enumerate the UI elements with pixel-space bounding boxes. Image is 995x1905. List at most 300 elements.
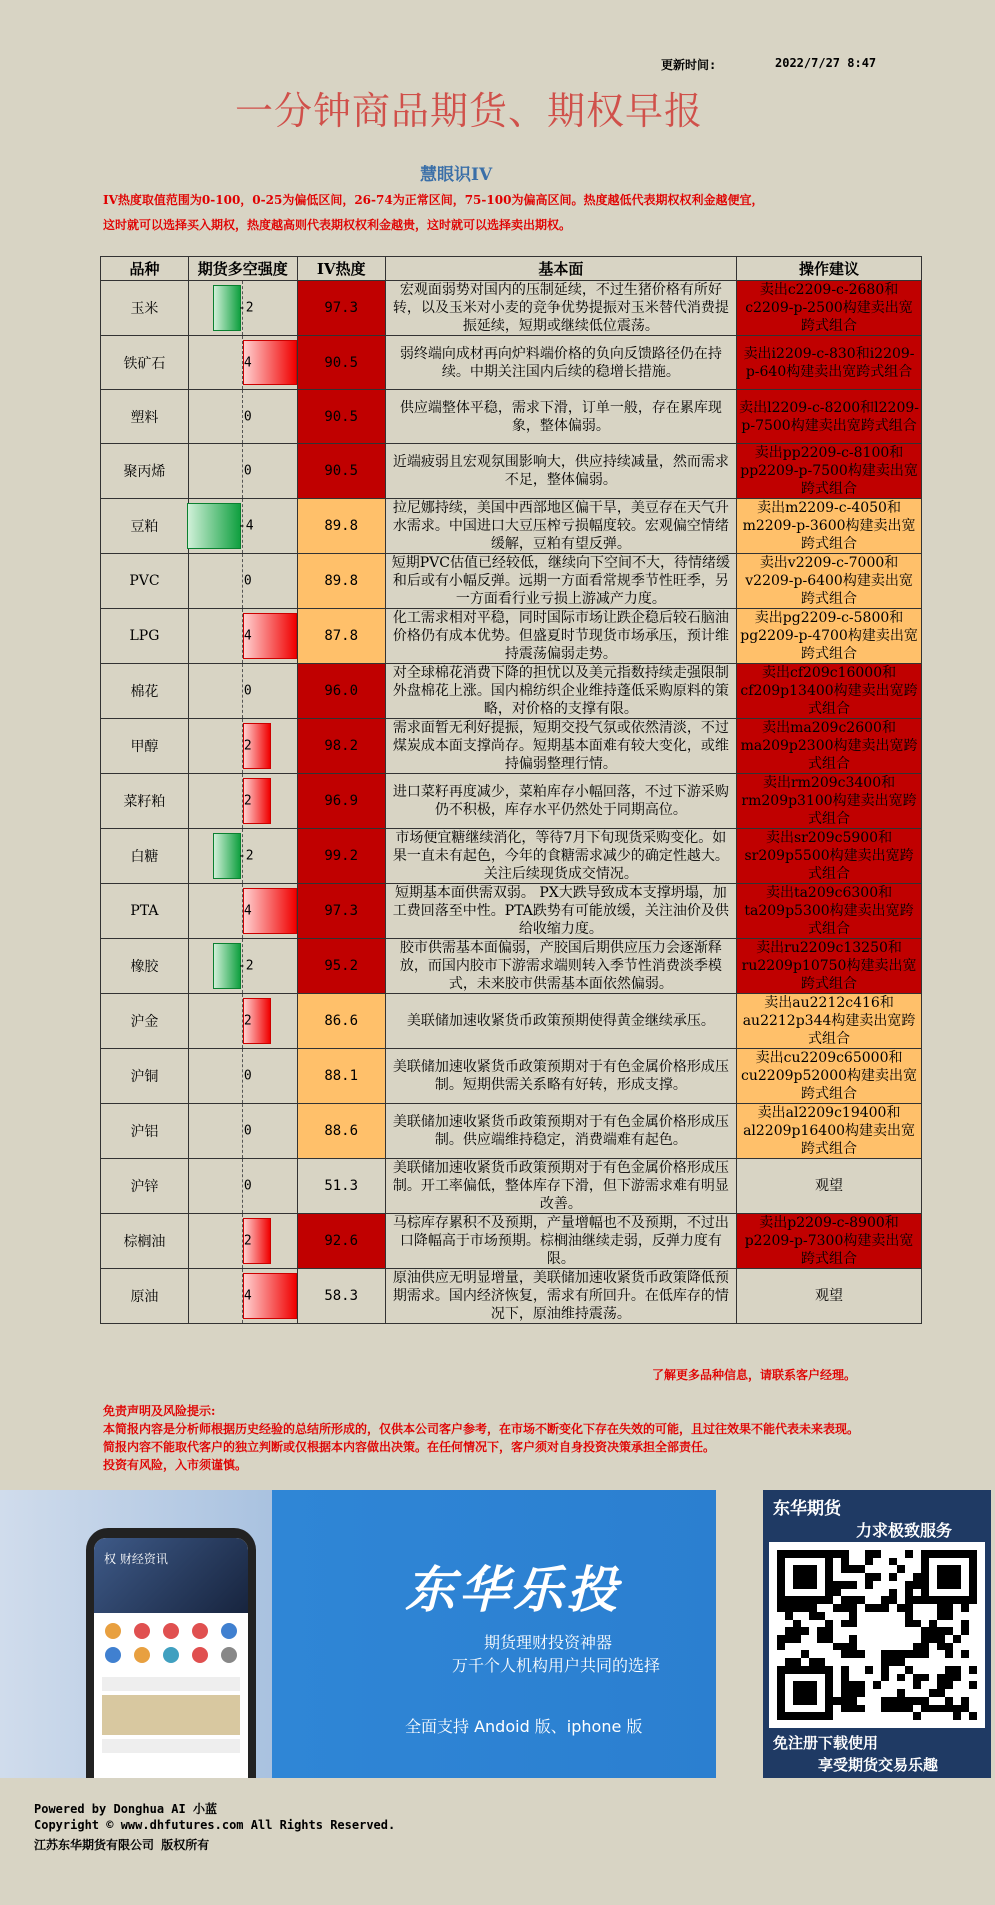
qr-cell bbox=[937, 1635, 945, 1643]
qr-cell bbox=[889, 1565, 897, 1573]
qr-cell bbox=[937, 1589, 945, 1597]
qr-cell bbox=[929, 1635, 937, 1643]
qr-cell bbox=[809, 1674, 817, 1682]
qr-cell bbox=[921, 1643, 929, 1651]
qr-cell bbox=[849, 1596, 857, 1604]
qr-cell bbox=[809, 1689, 817, 1697]
strength-value: 4 bbox=[243, 355, 252, 370]
qr-cell bbox=[865, 1650, 873, 1658]
qr-cell bbox=[865, 1712, 873, 1720]
qr-cell bbox=[785, 1666, 793, 1674]
qr-cell bbox=[873, 1581, 881, 1589]
qr-cell bbox=[825, 1689, 833, 1697]
qr-cell bbox=[937, 1581, 945, 1589]
qr-cell bbox=[833, 1581, 841, 1589]
qr-cell bbox=[777, 1697, 785, 1705]
banner-title: 东华乐投 bbox=[405, 1560, 621, 1619]
qr-cell bbox=[921, 1565, 929, 1573]
iv-heat: 96.0 bbox=[297, 664, 385, 719]
qr-cell bbox=[777, 1650, 785, 1658]
qr-cell bbox=[913, 1689, 921, 1697]
qr-cell bbox=[921, 1697, 929, 1705]
qr-cell bbox=[777, 1635, 785, 1643]
strength-value: 4 bbox=[243, 1288, 252, 1304]
iv-heat: 97.3 bbox=[297, 281, 385, 336]
qr-cell bbox=[809, 1565, 817, 1573]
qr-cell bbox=[817, 1612, 825, 1620]
qr-cell bbox=[913, 1705, 921, 1713]
strength-value: -4 bbox=[237, 518, 254, 534]
qr-cell bbox=[961, 1666, 969, 1674]
disclaimer-line2: 简报内容不能取代客户的独立判断或仅根据本内容做出决策。在任何情况下，客户须对自身投资决策承担全部责任。 bbox=[103, 1440, 716, 1454]
table-row bbox=[101, 336, 922, 390]
advice-text: 观望 bbox=[737, 1269, 922, 1324]
qr-cell bbox=[929, 1681, 937, 1689]
qr-cell bbox=[817, 1643, 825, 1651]
qr-cell bbox=[809, 1712, 817, 1720]
table-row bbox=[101, 1049, 922, 1104]
qr-cell bbox=[817, 1573, 825, 1581]
qr-cell bbox=[777, 1604, 785, 1612]
qr-cell bbox=[897, 1565, 905, 1573]
advice-text: 卖出cu2209c65000和cu2209p52000构建卖出宽跨式组合 bbox=[737, 1049, 922, 1104]
qr-cell bbox=[777, 1589, 785, 1597]
qr-slogan: 力求极致服务 bbox=[856, 1521, 953, 1540]
fundamental-text: 市场便宜糖继续消化，等待7月下旬现货采购变化。如果一直未有起色，今年的食糖需求减少的确定性越大。关注后续现货成交情况。 bbox=[385, 829, 736, 884]
qr-cell bbox=[857, 1573, 865, 1581]
qr-cell bbox=[865, 1689, 873, 1697]
qr-cell bbox=[897, 1620, 905, 1628]
qr-cell bbox=[953, 1658, 961, 1666]
qr-cell bbox=[809, 1658, 817, 1666]
qr-cell bbox=[969, 1635, 977, 1643]
qr-cell bbox=[825, 1565, 833, 1573]
qr-cell bbox=[945, 1689, 953, 1697]
qr-cell bbox=[825, 1627, 833, 1635]
advice-text: 卖出ru2209c13250和ru2209p10750构建卖出宽跨式组合 bbox=[737, 939, 922, 994]
app-banner[interactable] bbox=[0, 1490, 716, 1778]
qr-cell bbox=[793, 1705, 801, 1713]
qr-cell bbox=[801, 1705, 809, 1713]
qr-cell bbox=[817, 1658, 825, 1666]
qr-cell bbox=[969, 1627, 977, 1635]
banner-line1: 期货理财投资神器 bbox=[484, 1633, 613, 1652]
strength-value: 2 bbox=[243, 1233, 252, 1249]
app-icon bbox=[192, 1623, 208, 1639]
qr-cell bbox=[905, 1558, 913, 1566]
qr-cell bbox=[785, 1612, 793, 1620]
qr-cell bbox=[945, 1620, 953, 1628]
qr-cell bbox=[841, 1712, 849, 1720]
qr-cell bbox=[913, 1674, 921, 1682]
qr-cell bbox=[857, 1627, 865, 1635]
qr-cell bbox=[969, 1712, 977, 1720]
commodity-name: 豆粕 bbox=[101, 499, 189, 554]
qr-cell bbox=[841, 1558, 849, 1566]
qr-cell bbox=[841, 1589, 849, 1597]
qr-cell bbox=[873, 1712, 881, 1720]
qr-cell bbox=[809, 1596, 817, 1604]
qr-cell bbox=[777, 1620, 785, 1628]
qr-cell bbox=[777, 1643, 785, 1651]
qr-cell bbox=[801, 1589, 809, 1597]
qr-cell bbox=[849, 1712, 857, 1720]
qr-cell bbox=[833, 1666, 841, 1674]
qr-cell bbox=[849, 1681, 857, 1689]
qr-cell bbox=[969, 1596, 977, 1604]
qr-cell bbox=[937, 1596, 945, 1604]
iv-heat: 51.3 bbox=[297, 1159, 385, 1214]
qr-cell bbox=[889, 1581, 897, 1589]
strength-value: 0 bbox=[243, 573, 252, 589]
qr-cell bbox=[905, 1697, 913, 1705]
qr-cell bbox=[849, 1658, 857, 1666]
qr-cell bbox=[865, 1635, 873, 1643]
qr-cell bbox=[905, 1565, 913, 1573]
qr-cell bbox=[841, 1565, 849, 1573]
qr-cell bbox=[969, 1643, 977, 1651]
qr-cell bbox=[809, 1581, 817, 1589]
qr-cell bbox=[849, 1705, 857, 1713]
qr-cell bbox=[953, 1558, 961, 1566]
qr-cell bbox=[937, 1666, 945, 1674]
qr-cell bbox=[841, 1689, 849, 1697]
commodity-name: 甲醇 bbox=[101, 719, 189, 774]
qr-cell bbox=[969, 1650, 977, 1658]
qr-cell bbox=[889, 1627, 897, 1635]
strength-cell bbox=[188, 499, 297, 554]
qr-cell bbox=[849, 1650, 857, 1658]
qr-cell bbox=[809, 1620, 817, 1628]
commodity-name: 橡胶 bbox=[101, 939, 189, 994]
qr-code-icon[interactable] bbox=[769, 1542, 985, 1728]
qr-cell bbox=[953, 1604, 961, 1612]
qr-cell bbox=[905, 1581, 913, 1589]
qr-cell bbox=[857, 1643, 865, 1651]
col-header-iv: IV热度 bbox=[297, 257, 385, 281]
qr-cell bbox=[929, 1627, 937, 1635]
qr-cell bbox=[817, 1558, 825, 1566]
qr-cell bbox=[785, 1596, 793, 1604]
qr-cell bbox=[817, 1635, 825, 1643]
qr-cell bbox=[793, 1689, 801, 1697]
qr-cell bbox=[793, 1558, 801, 1566]
fundamental-text: 拉尼娜持续，美国中西部地区偏干旱，美豆存在天气升水需求。中国进口大豆压榨亏损幅度较。宏观偏空情绪缓解，豆粕有望反弹。 bbox=[385, 499, 736, 554]
qr-cell bbox=[873, 1589, 881, 1597]
commodity-name: 菜籽粕 bbox=[101, 774, 189, 829]
iv-heat: 92.6 bbox=[297, 1214, 385, 1269]
strength-cell bbox=[188, 336, 297, 390]
qr-cell bbox=[881, 1635, 889, 1643]
advice-text: 卖出ta209c6300和ta209p5300构建卖出宽跨式组合 bbox=[737, 884, 922, 939]
qr-cell bbox=[881, 1620, 889, 1628]
qr-cell bbox=[873, 1681, 881, 1689]
commodity-name: PVC bbox=[101, 554, 189, 609]
qr-cell bbox=[865, 1596, 873, 1604]
qr-cell bbox=[953, 1650, 961, 1658]
qr-cell bbox=[817, 1650, 825, 1658]
qr-cell bbox=[873, 1620, 881, 1628]
table-row bbox=[101, 774, 922, 829]
table-row bbox=[101, 444, 922, 499]
qr-cell bbox=[857, 1658, 865, 1666]
qr-cell bbox=[849, 1565, 857, 1573]
iv-heat: 90.5 bbox=[297, 390, 385, 444]
qr-cell bbox=[905, 1689, 913, 1697]
qr-cell bbox=[945, 1589, 953, 1597]
qr-cell bbox=[785, 1674, 793, 1682]
qr-cell bbox=[809, 1643, 817, 1651]
iv-heat: 99.2 bbox=[297, 829, 385, 884]
qr-cell bbox=[953, 1643, 961, 1651]
qr-cell bbox=[793, 1643, 801, 1651]
qr-cell bbox=[793, 1596, 801, 1604]
update-value: 2022/7/27 8:47 bbox=[775, 56, 877, 70]
qr-caption1: 免注册下载使用 bbox=[773, 1734, 879, 1752]
qr-cell bbox=[905, 1681, 913, 1689]
qr-cell bbox=[833, 1612, 841, 1620]
fundamental-text: 宏观面弱势对国内的压制延续，不过生猪价格有所好转，以及玉米对小麦的竞争优势提振对玉米替代消费提振延续，短期或继续低位震荡。 bbox=[385, 281, 736, 336]
qr-cell bbox=[817, 1550, 825, 1558]
qr-cell bbox=[873, 1650, 881, 1658]
strength-value: 4 bbox=[243, 628, 252, 644]
qr-cell bbox=[857, 1666, 865, 1674]
qr-cell bbox=[777, 1612, 785, 1620]
qr-cell bbox=[905, 1627, 913, 1635]
update-label: 更新时间: bbox=[661, 58, 717, 72]
strength-value: 0 bbox=[243, 1123, 252, 1139]
qr-cell bbox=[945, 1573, 953, 1581]
qr-cell bbox=[865, 1573, 873, 1581]
commodity-name: 棕榈油 bbox=[101, 1214, 189, 1269]
disclaimer-line3: 投资有风险，入市须谨慎。 bbox=[103, 1458, 248, 1472]
qr-cell bbox=[833, 1681, 841, 1689]
commodity-name: 沪铜 bbox=[101, 1049, 189, 1104]
qr-cell bbox=[865, 1565, 873, 1573]
qr-cell bbox=[801, 1712, 809, 1720]
qr-cell bbox=[777, 1550, 785, 1558]
qr-cell bbox=[833, 1689, 841, 1697]
qr-caption2: 享受期货交易乐趣 bbox=[818, 1756, 939, 1774]
qr-cell bbox=[945, 1674, 953, 1682]
qr-cell bbox=[841, 1697, 849, 1705]
qr-cell bbox=[937, 1558, 945, 1566]
footer-powered: Powered by Donghua AI 小蓝 bbox=[34, 1802, 217, 1816]
zero-axis bbox=[242, 554, 243, 608]
qr-cell bbox=[777, 1558, 785, 1566]
fundamental-text: 弱终端向成材再向炉料端价格的负向反馈路径仍在持续。中期关注国内后续的稳增长措施。 bbox=[385, 336, 736, 390]
qr-cell bbox=[969, 1612, 977, 1620]
qr-cell bbox=[881, 1643, 889, 1651]
qr-cell bbox=[801, 1643, 809, 1651]
qr-cell bbox=[889, 1643, 897, 1651]
qr-cell bbox=[777, 1705, 785, 1713]
qr-cell bbox=[961, 1643, 969, 1651]
qr-cell bbox=[921, 1596, 929, 1604]
advice-text: 卖出l2209-c-8200和l2209-p-7500构建卖出宽跨式组合 bbox=[737, 390, 922, 444]
advice-text: 观望 bbox=[737, 1159, 922, 1214]
qr-brand: 东华期货 bbox=[773, 1499, 841, 1519]
qr-cell bbox=[881, 1596, 889, 1604]
bear-strength-bar bbox=[213, 943, 241, 989]
strength-value: 2 bbox=[243, 1013, 252, 1029]
qr-cell bbox=[921, 1620, 929, 1628]
qr-cell bbox=[777, 1627, 785, 1635]
qr-cell bbox=[801, 1689, 809, 1697]
qr-cell bbox=[825, 1712, 833, 1720]
qr-cell bbox=[897, 1705, 905, 1713]
qr-cell bbox=[849, 1589, 857, 1597]
qr-cell bbox=[937, 1674, 945, 1682]
qr-cell bbox=[937, 1681, 945, 1689]
qr-cell bbox=[945, 1658, 953, 1666]
qr-cell bbox=[785, 1650, 793, 1658]
qr-cell bbox=[905, 1635, 913, 1643]
qr-cell bbox=[889, 1681, 897, 1689]
qr-cell bbox=[865, 1681, 873, 1689]
qr-cell bbox=[857, 1612, 865, 1620]
qr-cell bbox=[953, 1674, 961, 1682]
strength-cell bbox=[188, 664, 297, 719]
qr-cell bbox=[873, 1658, 881, 1666]
strength-cell bbox=[188, 719, 297, 774]
qr-cell bbox=[873, 1573, 881, 1581]
qr-cell bbox=[897, 1658, 905, 1666]
zero-axis bbox=[242, 444, 243, 498]
qr-cell bbox=[801, 1558, 809, 1566]
qr-cell bbox=[913, 1666, 921, 1674]
qr-cell bbox=[969, 1550, 977, 1558]
qr-cell bbox=[945, 1712, 953, 1720]
app-icon bbox=[105, 1623, 121, 1639]
qr-cell bbox=[777, 1596, 785, 1604]
qr-cell bbox=[913, 1573, 921, 1581]
qr-cell bbox=[929, 1674, 937, 1682]
page-subtitle: 慧眼识IV bbox=[420, 165, 493, 185]
qr-cell bbox=[961, 1581, 969, 1589]
qr-cell bbox=[961, 1650, 969, 1658]
qr-cell bbox=[865, 1620, 873, 1628]
qr-cell bbox=[961, 1573, 969, 1581]
qr-cell bbox=[809, 1604, 817, 1612]
table-row bbox=[101, 939, 922, 994]
qr-cell bbox=[793, 1674, 801, 1682]
strength-value: 0 bbox=[243, 1178, 252, 1194]
qr-cell bbox=[881, 1573, 889, 1581]
qr-cell bbox=[849, 1674, 857, 1682]
fundamental-text: 胶市供需基本面偏弱，产胶国后期供应压力会逐渐释放，而国内胶市下游需求端则转入季节性消费淡季模式，未来胶市供需基本面依然偏弱。 bbox=[385, 939, 736, 994]
fundamental-text: 短期PVC估值已经较低，继续向下空间不大，待情绪缓和后或有小幅反弹。远期一方面看常规季节性旺季，另一方面看行业亏损上游减产力度。 bbox=[385, 554, 736, 609]
qr-cell bbox=[857, 1697, 865, 1705]
qr-cell bbox=[953, 1596, 961, 1604]
table-row bbox=[101, 609, 922, 664]
qr-cell bbox=[873, 1635, 881, 1643]
qr-cell bbox=[905, 1658, 913, 1666]
iv-heat: 90.5 bbox=[297, 336, 385, 390]
qr-cell bbox=[785, 1581, 793, 1589]
qr-cell bbox=[937, 1627, 945, 1635]
qr-cell bbox=[913, 1589, 921, 1597]
qr-cell bbox=[825, 1697, 833, 1705]
qr-cell bbox=[929, 1689, 937, 1697]
table-row bbox=[101, 1214, 922, 1269]
iv-heat: 95.2 bbox=[297, 939, 385, 994]
qr-cell bbox=[961, 1589, 969, 1597]
qr-cell bbox=[937, 1650, 945, 1658]
phone-app-icons bbox=[94, 1613, 248, 1673]
strength-value: -2 bbox=[237, 848, 254, 864]
qr-cell bbox=[881, 1712, 889, 1720]
fundamental-text: 原油供应无明显增量，美联储加速收紧货币政策降低预期需求。国内经济恢复，需求有所回升。在低库存的情况下，原油维持震荡。 bbox=[385, 1269, 736, 1324]
qr-cell bbox=[793, 1635, 801, 1643]
qr-cell bbox=[945, 1550, 953, 1558]
qr-cell bbox=[961, 1658, 969, 1666]
qr-cell bbox=[937, 1658, 945, 1666]
qr-cell bbox=[945, 1697, 953, 1705]
qr-cell bbox=[857, 1596, 865, 1604]
qr-cell bbox=[929, 1604, 937, 1612]
qr-cell bbox=[913, 1620, 921, 1628]
qr-cell bbox=[785, 1681, 793, 1689]
qr-cell bbox=[825, 1558, 833, 1566]
qr-cell bbox=[897, 1581, 905, 1589]
qr-cell bbox=[913, 1604, 921, 1612]
commodity-name: 棉花 bbox=[101, 664, 189, 719]
qr-cell bbox=[833, 1550, 841, 1558]
qr-cell bbox=[841, 1612, 849, 1620]
phone-promo bbox=[102, 1695, 240, 1735]
qr-cell bbox=[905, 1705, 913, 1713]
qr-cell bbox=[881, 1674, 889, 1682]
qr-cell bbox=[881, 1658, 889, 1666]
qr-cell bbox=[881, 1550, 889, 1558]
qr-cell bbox=[929, 1712, 937, 1720]
qr-cell bbox=[905, 1650, 913, 1658]
qr-cell bbox=[929, 1697, 937, 1705]
qr-cell bbox=[889, 1558, 897, 1566]
footer-copyright: Copyright © www.dhfutures.com All Rights Reserved. bbox=[34, 1818, 396, 1832]
qr-cell bbox=[801, 1697, 809, 1705]
qr-cell bbox=[833, 1565, 841, 1573]
qr-cell bbox=[817, 1596, 825, 1604]
qr-cell bbox=[857, 1589, 865, 1597]
qr-cell bbox=[817, 1689, 825, 1697]
qr-cell bbox=[865, 1612, 873, 1620]
qr-cell bbox=[809, 1612, 817, 1620]
qr-cell bbox=[777, 1681, 785, 1689]
banner-line2: 万千个人机构用户共同的选择 bbox=[452, 1656, 661, 1675]
qr-cell bbox=[865, 1674, 873, 1682]
qr-cell bbox=[873, 1705, 881, 1713]
qr-cell bbox=[913, 1712, 921, 1720]
qr-cell bbox=[961, 1712, 969, 1720]
qr-cell bbox=[825, 1550, 833, 1558]
qr-cell bbox=[801, 1550, 809, 1558]
qr-cell bbox=[825, 1650, 833, 1658]
qr-cell bbox=[961, 1689, 969, 1697]
qr-cell bbox=[817, 1666, 825, 1674]
qr-cell bbox=[841, 1658, 849, 1666]
qr-cell bbox=[865, 1550, 873, 1558]
table-row bbox=[101, 390, 922, 444]
qr-cell bbox=[969, 1681, 977, 1689]
iv-heat: 96.9 bbox=[297, 774, 385, 829]
qr-cell bbox=[969, 1658, 977, 1666]
fundamental-text: 化工需求相对平稳，同时国际市场让跌企稳后较石脑油价格仍有成本优势。但盛夏时节现货市场承压，预计维持震荡偏弱走势。 bbox=[385, 609, 736, 664]
page-title: 一分钟商品期货、期权早报 bbox=[235, 89, 704, 133]
qr-cell bbox=[889, 1612, 897, 1620]
qr-cell bbox=[801, 1581, 809, 1589]
